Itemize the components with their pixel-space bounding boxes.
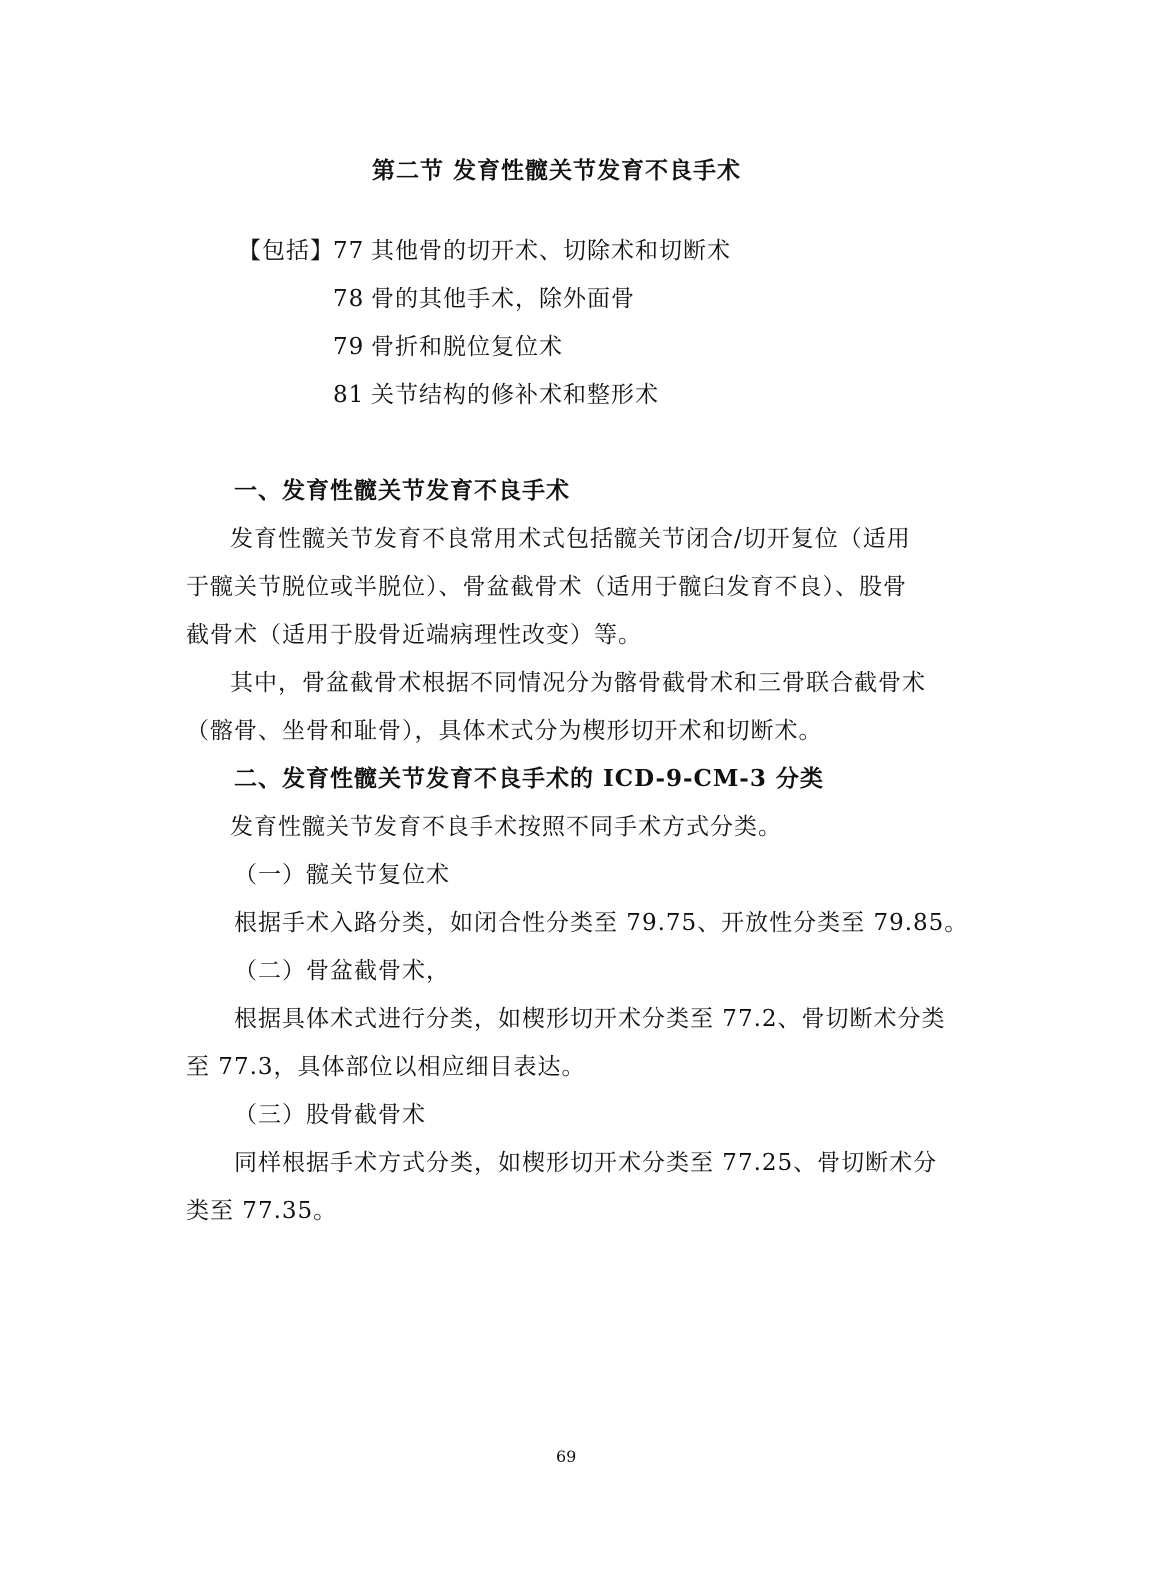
includes-code-81: 81 bbox=[333, 382, 365, 408]
page-number: 69 bbox=[556, 1447, 577, 1466]
section-title: 第二节 发育性髋关节发育不良手术 bbox=[372, 157, 742, 184]
part2-sub3-line1: 同样根据手术方式分类，如楔形切开术分类至 77.25、骨切断术分 bbox=[234, 1150, 938, 1176]
part2-sub3-line2: 类至 77.35。 bbox=[186, 1198, 338, 1224]
part1-para1-line3: 截骨术（适用于股骨近端病理性改变）等。 bbox=[186, 622, 642, 648]
includes-text-81: 关节结构的修补术和整形术 bbox=[371, 382, 659, 408]
includes-code-77: 77 bbox=[333, 238, 365, 264]
part2-sub1-title: （一）髋关节复位术 bbox=[234, 862, 450, 888]
part2-sub2-title: （二）骨盆截骨术， bbox=[234, 958, 450, 984]
part2-sub3-title: （三）股骨截骨术 bbox=[234, 1102, 426, 1128]
part1-para2-line2: （髂骨、坐骨和耻骨），具体术式分为楔形切开术和切断术。 bbox=[186, 718, 823, 744]
includes-code-78: 78 bbox=[333, 286, 365, 312]
part1-para2-line1: 其中，骨盆截骨术根据不同情况分为髂骨截骨术和三骨联合截骨术 bbox=[230, 670, 926, 696]
includes-text-79: 骨折和脱位复位术 bbox=[371, 334, 563, 360]
includes-text-78: 骨的其他手术，除外面骨 bbox=[371, 286, 635, 312]
part2-intro: 发育性髋关节发育不良手术按照不同手术方式分类。 bbox=[230, 814, 782, 840]
part2-heading: 二、发育性髋关节发育不良手术的 ICD-9-CM-3 分类 bbox=[234, 765, 824, 792]
includes-label: 【包括】 bbox=[238, 238, 334, 264]
part2-sub2-line1: 根据具体术式进行分类，如楔形切开术分类至 77.2、骨切断术分类 bbox=[234, 1006, 946, 1032]
part1-heading: 一、发育性髋关节发育不良手术 bbox=[234, 477, 570, 504]
includes-code-79: 79 bbox=[333, 334, 365, 360]
part2-sub2-line2: 至 77.3，具体部位以相应细目表达。 bbox=[186, 1054, 586, 1080]
part1-para1-line2: 于髋关节脱位或半脱位）、骨盆截骨术（适用于髋臼发育不良）、股骨 bbox=[186, 574, 907, 600]
part2-sub1-line1: 根据手术入路分类，如闭合性分类至 79.75、开放性分类至 79.85。 bbox=[234, 910, 969, 936]
part1-para1-line1: 发育性髋关节发育不良常用术式包括髋关节闭合/切开复位（适用 bbox=[230, 526, 911, 552]
includes-text-77: 其他骨的切开术、切除术和切断术 bbox=[371, 238, 731, 264]
